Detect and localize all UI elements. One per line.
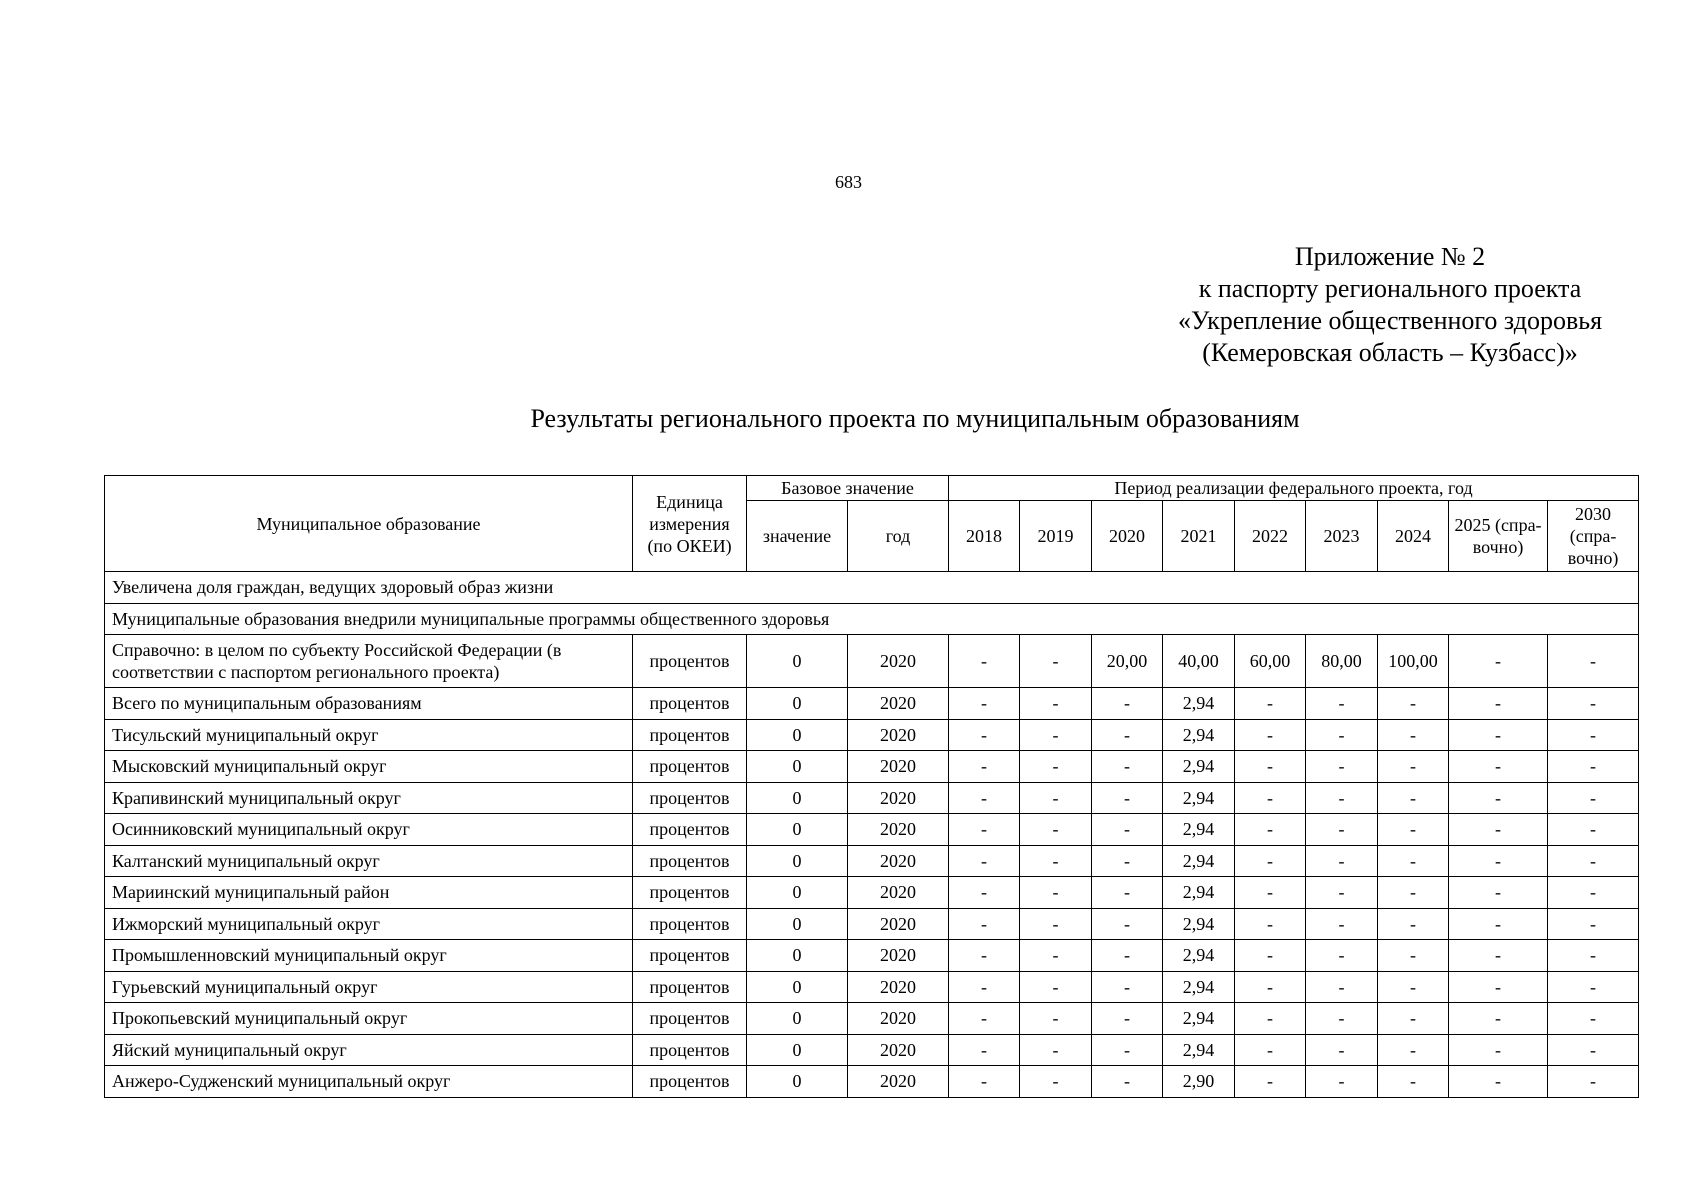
value-2019-cell: - (1020, 1034, 1092, 1066)
unit-cell: процентов (633, 814, 747, 846)
section-row (105, 572, 1639, 604)
value-2018-cell: - (949, 719, 1020, 751)
header-year-2030: 2030 (спра-вочно) (1548, 501, 1639, 572)
table-row (105, 1003, 1639, 1035)
value-2030-cell: - (1548, 908, 1639, 940)
base-value-cell: 0 (747, 877, 848, 909)
header-year-2025: 2025 (спра-вочно) (1449, 501, 1548, 572)
value-2018-cell: - (949, 908, 1020, 940)
value-2021-cell: 2,94 (1163, 1034, 1235, 1066)
section-title: Увеличена доля граждан, ведущих здоровый образ жизни (105, 572, 1639, 604)
value-2030-cell: - (1548, 877, 1639, 909)
value-2020-cell: - (1092, 908, 1163, 940)
value-2023-cell: - (1306, 782, 1378, 814)
value-2018-cell: - (949, 688, 1020, 720)
municipality-name-cell: Крапивинский муниципальный округ (105, 782, 633, 814)
value-2024-cell: - (1378, 782, 1449, 814)
appendix-line-4: (Кемеровская область – Кузбасс)» (1202, 338, 1578, 367)
value-2022-cell: - (1235, 1066, 1306, 1098)
municipality-name-cell: Калтанский муниципальный округ (105, 845, 633, 877)
value-2024-cell: - (1378, 1003, 1449, 1035)
unit-cell: процентов (633, 971, 747, 1003)
value-2022-cell: 60,00 (1235, 635, 1306, 688)
value-2023-cell: - (1306, 877, 1378, 909)
value-2023-cell: - (1306, 971, 1378, 1003)
value-2024-cell: - (1378, 1034, 1449, 1066)
base-year-cell: 2020 (848, 751, 949, 783)
value-2018-cell: - (949, 845, 1020, 877)
base-value-cell: 0 (747, 1034, 848, 1066)
base-value-cell: 0 (747, 1003, 848, 1035)
value-2030-cell: - (1548, 845, 1639, 877)
value-2023-cell: - (1306, 1034, 1378, 1066)
page-number: 683 (835, 172, 862, 192)
value-2018-cell: - (949, 635, 1020, 688)
municipality-name-cell: Гурьевский муниципальный округ (105, 971, 633, 1003)
value-2018-cell: - (949, 971, 1020, 1003)
base-value-cell: 0 (747, 1066, 848, 1098)
table-row (105, 1066, 1639, 1098)
value-2019-cell: - (1020, 845, 1092, 877)
value-2020-cell: - (1092, 751, 1163, 783)
municipality-name-cell: Прокопьевский муниципальный округ (105, 1003, 633, 1035)
value-2022-cell: - (1235, 971, 1306, 1003)
table-row (105, 1034, 1639, 1066)
value-2024-cell: - (1378, 688, 1449, 720)
header-municipality: Муниципальное образование (105, 476, 633, 572)
value-2030-cell: - (1548, 1034, 1639, 1066)
value-2019-cell: - (1020, 971, 1092, 1003)
header-year-2023: 2023 (1306, 501, 1378, 572)
base-year-cell: 2020 (848, 1034, 949, 1066)
value-2024-cell: - (1378, 940, 1449, 972)
value-2019-cell: - (1020, 688, 1092, 720)
unit-cell: процентов (633, 1066, 747, 1098)
value-2021-cell: 2,94 (1163, 877, 1235, 909)
value-2025-cell: - (1449, 1066, 1548, 1098)
unit-cell: процентов (633, 751, 747, 783)
base-year-cell: 2020 (848, 940, 949, 972)
value-2021-cell: 2,90 (1163, 1066, 1235, 1098)
value-2024-cell: - (1378, 971, 1449, 1003)
table-row (105, 782, 1639, 814)
base-value-cell: 0 (747, 688, 848, 720)
subsection-title: Муниципальные образования внедрили муниципальные программы общественного здоровья (105, 603, 1639, 635)
value-2030-cell: - (1548, 688, 1639, 720)
appendix-line-3: «Укрепление общественного здоровья (1177, 306, 1603, 335)
document-title: Результаты регионального проекта по муниципальным образованиям (530, 404, 1300, 433)
value-2020-cell: 20,00 (1092, 635, 1163, 688)
value-2030-cell: - (1548, 782, 1639, 814)
municipality-name-cell: Промышленновский муниципальный округ (105, 940, 633, 972)
value-2022-cell: - (1235, 688, 1306, 720)
value-2018-cell: - (949, 814, 1020, 846)
section-row (105, 603, 1639, 635)
value-2022-cell: - (1235, 1003, 1306, 1035)
value-2025-cell: - (1449, 908, 1548, 940)
header-year-2024: 2024 (1378, 501, 1449, 572)
base-year-cell: 2020 (848, 635, 949, 688)
base-year-cell: 2020 (848, 971, 949, 1003)
value-2019-cell: - (1020, 782, 1092, 814)
municipality-name-cell: Анжеро-Судженский муниципальный округ (105, 1066, 633, 1098)
value-2025-cell: - (1449, 719, 1548, 751)
value-2023-cell: - (1306, 940, 1378, 972)
table-row (105, 814, 1639, 846)
value-2030-cell: - (1548, 1066, 1639, 1098)
value-2030-cell: - (1548, 719, 1639, 751)
base-value-cell: 0 (747, 719, 848, 751)
value-2024-cell: - (1378, 908, 1449, 940)
value-2025-cell: - (1449, 971, 1548, 1003)
value-2020-cell: - (1092, 971, 1163, 1003)
table-body (105, 572, 1639, 1098)
value-2021-cell: 2,94 (1163, 1003, 1235, 1035)
header-year-2018: 2018 (949, 501, 1020, 572)
value-2020-cell: - (1092, 845, 1163, 877)
table-row (105, 751, 1639, 783)
value-2019-cell: - (1020, 877, 1092, 909)
value-2030-cell: - (1548, 1003, 1639, 1035)
value-2018-cell: - (949, 782, 1020, 814)
value-2024-cell: - (1378, 814, 1449, 846)
municipality-name-cell: Осинниковский муниципальный округ (105, 814, 633, 846)
unit-cell: процентов (633, 845, 747, 877)
table-row (105, 635, 1639, 688)
value-2019-cell: - (1020, 1066, 1092, 1098)
table-row (105, 719, 1639, 751)
value-2019-cell: - (1020, 814, 1092, 846)
value-2021-cell: 2,94 (1163, 782, 1235, 814)
unit-cell: процентов (633, 940, 747, 972)
base-year-cell: 2020 (848, 719, 949, 751)
value-2022-cell: - (1235, 719, 1306, 751)
value-2030-cell: - (1548, 751, 1639, 783)
header-period-group: Период реализации федерального проекта, год (949, 476, 1639, 501)
value-2018-cell: - (949, 751, 1020, 783)
value-2021-cell: 2,94 (1163, 751, 1235, 783)
table-row (105, 908, 1639, 940)
value-2025-cell: - (1449, 1034, 1548, 1066)
table-row (105, 845, 1639, 877)
value-2020-cell: - (1092, 877, 1163, 909)
value-2022-cell: - (1235, 782, 1306, 814)
value-2019-cell: - (1020, 751, 1092, 783)
value-2021-cell: 2,94 (1163, 845, 1235, 877)
value-2020-cell: - (1092, 814, 1163, 846)
value-2025-cell: - (1449, 877, 1548, 909)
unit-cell: процентов (633, 782, 747, 814)
results-table (104, 475, 1639, 1098)
base-value-cell: 0 (747, 751, 848, 783)
value-2021-cell: 2,94 (1163, 908, 1235, 940)
value-2022-cell: - (1235, 751, 1306, 783)
value-2024-cell: - (1378, 719, 1449, 751)
table-row (105, 971, 1639, 1003)
municipality-name-cell: Мариинский муниципальный район (105, 877, 633, 909)
base-value-cell: 0 (747, 782, 848, 814)
value-2030-cell: - (1548, 635, 1639, 688)
value-2022-cell: - (1235, 877, 1306, 909)
unit-cell: процентов (633, 635, 747, 688)
table-row (105, 688, 1639, 720)
value-2022-cell: - (1235, 845, 1306, 877)
value-2023-cell: - (1306, 845, 1378, 877)
base-year-cell: 2020 (848, 1003, 949, 1035)
value-2024-cell: - (1378, 1066, 1449, 1098)
value-2024-cell: - (1378, 877, 1449, 909)
value-2019-cell: - (1020, 1003, 1092, 1035)
unit-cell: процентов (633, 908, 747, 940)
base-value-cell: 0 (747, 845, 848, 877)
value-2030-cell: - (1548, 971, 1639, 1003)
value-2023-cell: - (1306, 1066, 1378, 1098)
value-2025-cell: - (1449, 845, 1548, 877)
appendix-block (1130, 241, 1650, 369)
value-2019-cell: - (1020, 940, 1092, 972)
base-year-cell: 2020 (848, 688, 949, 720)
header-year-2021: 2021 (1163, 501, 1235, 572)
value-2021-cell: 2,94 (1163, 688, 1235, 720)
value-2025-cell: - (1449, 940, 1548, 972)
value-2023-cell: 80,00 (1306, 635, 1378, 688)
municipality-name-cell: Справочно: в целом по субъекту Российской Федерации (в соответствии с паспортом регионального проекта) (105, 635, 633, 688)
base-value-cell: 0 (747, 814, 848, 846)
value-2018-cell: - (949, 877, 1020, 909)
unit-cell: процентов (633, 877, 747, 909)
table-row (105, 940, 1639, 972)
value-2023-cell: - (1306, 688, 1378, 720)
value-2023-cell: - (1306, 1003, 1378, 1035)
value-2020-cell: - (1092, 719, 1163, 751)
base-year-cell: 2020 (848, 814, 949, 846)
value-2020-cell: - (1092, 1066, 1163, 1098)
value-2020-cell: - (1092, 688, 1163, 720)
table-row (105, 877, 1639, 909)
base-value-cell: 0 (747, 971, 848, 1003)
appendix-line-2: к паспорту регионального проекта (1198, 274, 1582, 303)
base-year-cell: 2020 (848, 1066, 949, 1098)
value-2025-cell: - (1449, 782, 1548, 814)
value-2022-cell: - (1235, 940, 1306, 972)
appendix-line-1: Приложение № 2 (1294, 242, 1486, 271)
municipality-name-cell: Всего по муниципальным образованиям (105, 688, 633, 720)
value-2019-cell: - (1020, 908, 1092, 940)
header-year-2020: 2020 (1092, 501, 1163, 572)
table-header (105, 476, 1639, 572)
value-2025-cell: - (1449, 1003, 1548, 1035)
municipality-name-cell: Мысковский муниципальный округ (105, 751, 633, 783)
base-year-cell: 2020 (848, 845, 949, 877)
value-2024-cell: 100,00 (1378, 635, 1449, 688)
header-base-value: значение (747, 501, 848, 572)
municipality-name-cell: Яйский муниципальный округ (105, 1034, 633, 1066)
value-2020-cell: - (1092, 1034, 1163, 1066)
value-2023-cell: - (1306, 719, 1378, 751)
base-year-cell: 2020 (848, 908, 949, 940)
municipality-name-cell: Тисульский муниципальный округ (105, 719, 633, 751)
value-2023-cell: - (1306, 751, 1378, 783)
base-value-cell: 0 (747, 908, 848, 940)
base-year-cell: 2020 (848, 877, 949, 909)
value-2018-cell: - (949, 1066, 1020, 1098)
value-2018-cell: - (949, 940, 1020, 972)
value-2021-cell: 2,94 (1163, 971, 1235, 1003)
value-2024-cell: - (1378, 845, 1449, 877)
value-2023-cell: - (1306, 908, 1378, 940)
header-year-2019: 2019 (1020, 501, 1092, 572)
value-2020-cell: - (1092, 940, 1163, 972)
value-2025-cell: - (1449, 635, 1548, 688)
value-2022-cell: - (1235, 908, 1306, 940)
municipality-name-cell: Ижморский муниципальный округ (105, 908, 633, 940)
value-2025-cell: - (1449, 814, 1548, 846)
value-2030-cell: - (1548, 814, 1639, 846)
unit-cell: процентов (633, 1003, 747, 1035)
value-2021-cell: 2,94 (1163, 814, 1235, 846)
value-2030-cell: - (1548, 940, 1639, 972)
header-unit: Единица измерения (по ОКЕИ) (633, 476, 747, 572)
header-base-group: Базовое значение (747, 476, 949, 501)
value-2025-cell: - (1449, 688, 1548, 720)
value-2021-cell: 2,94 (1163, 940, 1235, 972)
base-value-cell: 0 (747, 940, 848, 972)
value-2025-cell: - (1449, 751, 1548, 783)
value-2018-cell: - (949, 1034, 1020, 1066)
value-2019-cell: - (1020, 719, 1092, 751)
value-2023-cell: - (1306, 814, 1378, 846)
base-value-cell: 0 (747, 635, 848, 688)
value-2018-cell: - (949, 1003, 1020, 1035)
value-2021-cell: 40,00 (1163, 635, 1235, 688)
unit-cell: процентов (633, 719, 747, 751)
value-2020-cell: - (1092, 1003, 1163, 1035)
unit-cell: процентов (633, 1034, 747, 1066)
header-base-year: год (848, 501, 949, 572)
value-2024-cell: - (1378, 751, 1449, 783)
value-2020-cell: - (1092, 782, 1163, 814)
unit-cell: процентов (633, 688, 747, 720)
base-year-cell: 2020 (848, 782, 949, 814)
value-2019-cell: - (1020, 635, 1092, 688)
value-2022-cell: - (1235, 1034, 1306, 1066)
header-year-2022: 2022 (1235, 501, 1306, 572)
value-2021-cell: 2,94 (1163, 719, 1235, 751)
value-2022-cell: - (1235, 814, 1306, 846)
